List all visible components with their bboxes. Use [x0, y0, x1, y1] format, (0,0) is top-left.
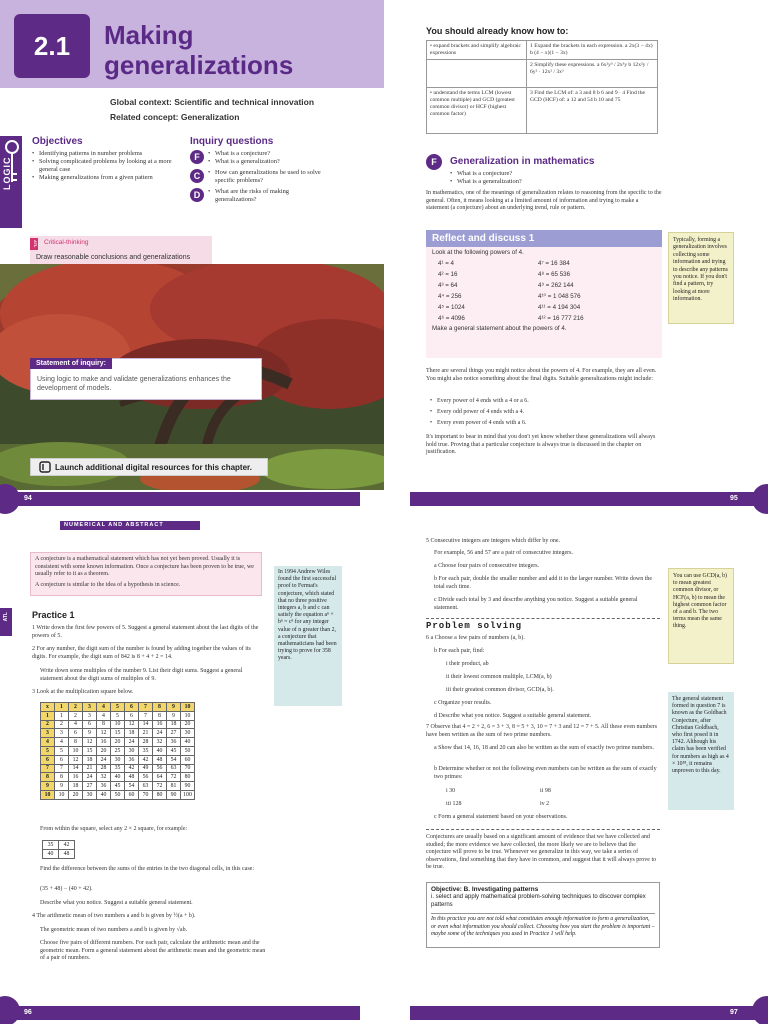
mult-cell: 1 — [55, 711, 69, 720]
mult-cell: 8 — [69, 738, 83, 747]
mult-cell: 50 — [111, 790, 125, 799]
page-95-corner — [752, 484, 768, 514]
mult-row — [41, 738, 195, 747]
mult-cell: 7 — [139, 703, 153, 712]
question-5: 5 Consecutive integers are integers which differ by one. — [426, 538, 561, 544]
mult-cell: 4 — [97, 711, 111, 720]
question-7: 7 Observe that 4 = 2 + 2, 6 = 3 + 3, 8 = 5 + 3, 10 = 7 + 3 and 12 = 7 + 5. All these even numbers have been written as the sum of two prime numbers. — [426, 724, 658, 738]
mult-cell: 56 — [153, 764, 167, 773]
wiles-note: In 1994 Andrew Wiles found the first successful proof to Fermat's conjecture, which stated that no three positive integers a, b and c can satisfy the equation aⁿ + bⁿ = cⁿ for any integer value of n greater than 2, a conjecture that mathematicians had been trying to prove for 358 years. — [274, 566, 342, 706]
mult-cell: 80 — [181, 773, 195, 782]
practice-1-heading: Practice 1 — [32, 610, 75, 620]
question-5-example: For example, 56 and 57 are a pair of consecutive integers. — [434, 550, 573, 556]
skill-cell: • understand the terms LCM (lowest common multiple) and GCD (greatest common divisor) or HCF (highest common factor) — [427, 88, 527, 134]
mult-cell: 70 — [181, 764, 195, 773]
mult-cell: 24 — [83, 773, 97, 782]
describe-instruction: Describe what you notice. Suggest a suitable general statement. — [40, 900, 193, 906]
mult-cell: 7 — [55, 764, 69, 773]
conjecture-paragraph: Conjectures are usually based on a significant amount of evidence that we have collected and studied; the more evidence we have collected, the more likely we are to believe that the conjecture will prove to be true. Whenever we generalize in this way, we take a series of observations, find something that they have in common, and suggest that it will always prove to be true. — [426, 834, 657, 871]
mult-cell: 2 — [41, 720, 55, 729]
mult-row — [41, 790, 195, 799]
mult-cell: 28 — [139, 738, 153, 747]
powers-bullets — [430, 396, 660, 429]
mult-cell: 18 — [125, 729, 139, 738]
mult-row — [41, 746, 195, 755]
ps-divider-end — [426, 829, 660, 830]
mult-cell: 30 — [181, 729, 195, 738]
mult-row — [41, 755, 195, 764]
inquiry-item: • What are the risks of making generalizations? — [208, 188, 318, 204]
assessment-objective-box — [426, 882, 660, 948]
page-number-97: 97 — [730, 1009, 738, 1016]
question-4-geometric: The geometric mean of two numbers a and b is given by √ab. — [40, 927, 188, 933]
mult-row — [41, 729, 195, 738]
question-1: 1 Write down the first few powers of 5. Suggest a general statement about the last digits of the powers of 5. — [32, 625, 259, 639]
mult-cell: 42 — [125, 764, 139, 773]
mult-cell: 16 — [153, 720, 167, 729]
mult-cell: 10 — [181, 703, 195, 712]
mult-cell: 16 — [97, 738, 111, 747]
mult-cell: 16 — [69, 773, 83, 782]
page-97-bar — [410, 1006, 768, 1020]
know-heading: You should already know how to: — [426, 26, 569, 36]
mult-cell: 35 — [139, 746, 153, 755]
power-item: 4¹⁰ = 1 048 576 — [538, 293, 581, 300]
mult-cell: 32 — [153, 738, 167, 747]
mult-cell: 3 — [55, 729, 69, 738]
mult-cell: 24 — [97, 755, 111, 764]
reflect-and-discuss-box — [426, 230, 662, 358]
reflect-intro: Look at the following powers of 4. — [432, 249, 524, 256]
objective-item: • Identifying patterns in number problems — [32, 150, 182, 158]
gen-bullet: • What is a generalization? — [450, 178, 522, 186]
power-item: 4⁴ = 256 — [438, 293, 462, 300]
mult-cell: 72 — [167, 773, 181, 782]
two-by-two-example — [42, 840, 75, 859]
mult-cell: 12 — [97, 729, 111, 738]
mult-cell: 5 — [41, 746, 55, 755]
mult-cell: 8 — [153, 711, 167, 720]
mult-cell: 18 — [167, 720, 181, 729]
mult-cell: 64 — [153, 773, 167, 782]
mult-cell: 30 — [83, 790, 97, 799]
mult-cell: 20 — [69, 790, 83, 799]
mult-cell: 60 — [181, 755, 195, 764]
powers-grid — [426, 258, 662, 324]
mult-cell: 20 — [97, 746, 111, 755]
atl-side-label: ATL — [3, 612, 9, 622]
page-95-bar — [410, 492, 768, 506]
question-2-task: Write down some multiples of the number 9. List their digit sums. Suggest a general statement about the digit sums of multiples of 9. — [40, 668, 243, 682]
gen-bullet: • What is a conjecture? — [450, 170, 522, 178]
question-5c: c Divide each total by 3 and describe anything you notice. Suggest a suitable general statement. — [434, 597, 638, 611]
mult-cell: 9 — [83, 729, 97, 738]
mult-cell: 21 — [139, 729, 153, 738]
mult-cell: 24 — [125, 738, 139, 747]
mult-cell: 8 — [153, 703, 167, 712]
inquiry-item: • What is a generalization? — [208, 158, 280, 166]
mult-cell: 2 — [55, 720, 69, 729]
question-5a: a Choose four pairs of consecutive integers. — [434, 563, 540, 569]
mult-cell: 9 — [55, 782, 69, 791]
mult-cell: 90 — [167, 790, 181, 799]
page-number-96: 96 — [24, 1009, 32, 1016]
reasoning-bar: NUMERICAL AND ABSTRACT REASONING — [60, 521, 200, 530]
powers-bullet: • Every even power of 4 ends with a 6. — [430, 418, 660, 429]
mult-cell: 12 — [125, 720, 139, 729]
mult-cell: 14 — [139, 720, 153, 729]
mult-cell: 28 — [97, 764, 111, 773]
question-6b-iii: iii their greatest common divisor, GCD(a, b). — [446, 687, 554, 693]
power-item: 4¹ = 4 — [438, 260, 454, 267]
difference-instruction: Find the difference between the sums of the entries in the two diagonal cells, in this case: — [40, 866, 254, 872]
mult-cell: 48 — [153, 755, 167, 764]
page-96-corner — [0, 996, 20, 1024]
factual-letter-icon: F — [426, 154, 442, 170]
page-96-bar — [0, 1006, 360, 1020]
question-7b-i: i 30 — [446, 788, 456, 794]
mult-cell: 7 — [139, 711, 153, 720]
question-7b-iv: iv 2 — [540, 801, 550, 807]
mult-cell: 40 — [181, 738, 195, 747]
mult-cell: 60 — [125, 790, 139, 799]
atl-tag: ATL — [30, 238, 38, 250]
generalization-text: In mathematics, one of the meanings of generalization relates to reasoning from the specific to the general. Often, it means looking at a limited amount of information and trying to make a statement (a conjecture) about an underlying trend, rule or pattern. — [426, 190, 662, 212]
question-3: 3 Look at the multiplication square below. — [32, 689, 134, 695]
mult-cell: 36 — [125, 755, 139, 764]
cell: 35 — [43, 841, 59, 850]
cell: 48 — [59, 849, 75, 858]
objectives-list — [32, 150, 182, 182]
mult-cell: 27 — [83, 782, 97, 791]
inquiry-item: • How can generalizations be used to solve specific problems? — [208, 169, 328, 185]
question-6b-i: i their product, ab — [446, 661, 489, 667]
mult-cell: 4 — [55, 738, 69, 747]
generalization-heading: Generalization in mathematics — [450, 156, 595, 167]
reflect-outro: Make a general statement about the powers of 4. — [432, 325, 567, 332]
key-icon — [2, 138, 22, 188]
mult-cell: 27 — [167, 729, 181, 738]
mult-cell: 25 — [111, 746, 125, 755]
mult-cell: 32 — [97, 773, 111, 782]
conceptual-letter-icon: C — [190, 169, 204, 183]
mult-cell: 42 — [139, 755, 153, 764]
atl-text: Draw reasonable conclusions and generalizations — [36, 254, 191, 261]
mult-cell: 35 — [111, 764, 125, 773]
ps-divider — [426, 618, 660, 619]
question-7b-ii: ii 98 — [540, 788, 551, 794]
mult-cell: 12 — [83, 738, 97, 747]
mult-cell: 6 — [125, 711, 139, 720]
mult-cell: 20 — [181, 720, 195, 729]
mult-cell: 54 — [167, 755, 181, 764]
gcd-tip: You can use GCD(a, b) to mean greatest common divisor, or HCF(a, b) to mean the highest common factor of a and b. The two terms mean the same thing. — [668, 568, 734, 664]
problem-solving-heading: Problem solving — [426, 621, 523, 631]
atl-side-tag — [0, 608, 12, 636]
mult-cell: 50 — [181, 746, 195, 755]
mult-cell: 20 — [111, 738, 125, 747]
difference-calculation: (35 + 48) − (40 + 42). — [40, 886, 93, 892]
powers-bullet: • Every power of 4 ends with a 4 or a 6. — [430, 396, 660, 407]
mult-cell: 6 — [41, 755, 55, 764]
mult-cell: 10 — [181, 711, 195, 720]
power-item: 4⁶ = 4096 — [438, 315, 465, 322]
power-item: 4³ = 64 — [438, 282, 458, 289]
mult-cell: 56 — [139, 773, 153, 782]
page-97-corner — [752, 996, 768, 1024]
objectives-section — [32, 136, 182, 182]
inquiry-group-c — [190, 169, 370, 185]
mult-cell: 5 — [111, 711, 125, 720]
mult-cell: 8 — [97, 720, 111, 729]
question-4: 4 The arithmetic mean of two numbers a and b is given by ½(a + b). — [32, 913, 196, 919]
cell: 40 — [43, 849, 59, 858]
mult-cell: 18 — [69, 782, 83, 791]
question-6c: c Organize your results. — [434, 700, 492, 706]
mult-cell: 48 — [125, 773, 139, 782]
debatable-letter-icon: D — [190, 188, 204, 202]
mult-cell: 40 — [153, 746, 167, 755]
power-item: 4¹¹ = 4 194 304 — [538, 304, 581, 311]
conjecture-definition-box — [30, 552, 262, 596]
conjecture-definition: A conjecture is a mathematical statement which has not yet been proved. Usually it is consistent with some known information. Once a conjecture has been proven to be true, we usually refer to it as a theorem. — [35, 556, 254, 578]
powers-right — [538, 258, 584, 324]
mult-cell: 24 — [153, 729, 167, 738]
chapter-number-badge: 2.1 — [14, 14, 90, 78]
mult-cell: 10 — [41, 790, 55, 799]
question-7b-iii: iii 128 — [446, 801, 462, 807]
soi-text: Using logic to make and validate generalizations enhances the development of models. — [37, 376, 231, 392]
mult-row — [41, 703, 195, 712]
launch-digital-resources-link[interactable] — [30, 458, 268, 476]
task-cell: 1 Expand the brackets in each expression. a 2x(3 − 4x) b (4 − x)(1 − 3x) — [527, 41, 658, 60]
mult-cell: 4 — [41, 738, 55, 747]
generalization-bullets — [450, 170, 522, 186]
mult-cell: 14 — [69, 764, 83, 773]
mult-cell: 30 — [125, 746, 139, 755]
mult-cell: 8 — [41, 773, 55, 782]
global-context: Global context: Scientific and technical innovation — [110, 97, 315, 107]
mult-row — [41, 711, 195, 720]
generalization-tip: Typically, forming a generalization involves collecting some information and trying to describe any patterns you notice. If you don't find a pattern, try looking at more information. — [668, 232, 734, 324]
mult-row — [41, 773, 195, 782]
question-5b: b For each pair, double the smaller number and add it to the larger number. Write down the total each time. — [434, 576, 653, 590]
mult-cell: 10 — [55, 790, 69, 799]
prerequisite-table — [426, 40, 658, 134]
objective-line: i. select and apply mathematical problem-solving techniques to discover complex patterns — [431, 894, 646, 908]
logic-label: LOGIC — [2, 156, 12, 190]
atl-skill: Critical-thinking — [44, 239, 89, 246]
inquiry-item: • What is a conjecture? — [208, 150, 280, 158]
question-6b: b For each pair, find: — [434, 648, 485, 654]
mult-cell: 3 — [83, 711, 97, 720]
question-2: 2 For any number, the digit sum of the number is found by adding together the values of its digits. For example, the digit sum of 842 is 8 + 4 + 2 = 14. — [32, 646, 251, 660]
mult-cell: 15 — [111, 729, 125, 738]
mult-cell: 9 — [167, 711, 181, 720]
chapter-title-line1: Making — [104, 20, 194, 50]
mult-cell: 90 — [181, 782, 195, 791]
inquiry-section — [190, 136, 370, 204]
mult-cell: 45 — [111, 782, 125, 791]
task-cell: 3 Find the LCM of: a 3 and 8 b 6 and 9 · 4 Find the GCD (HCF) of: a 12 and 54 b 10 and 75 — [527, 88, 658, 134]
page-94-bar — [0, 492, 360, 506]
mult-cell: 18 — [83, 755, 97, 764]
mult-cell: 7 — [41, 764, 55, 773]
mult-cell: 49 — [139, 764, 153, 773]
mult-cell: 36 — [97, 782, 111, 791]
reflect-heading: Reflect and discuss 1 — [426, 230, 662, 247]
mult-cell: 3 — [83, 703, 97, 712]
caution-paragraph: It's important to bear in mind that you don't yet know whether these generalizations will always hold true. Proving that a particular conjecture is always true is discussed in the chapter on justification. — [426, 434, 656, 456]
mult-cell: 2 — [69, 703, 83, 712]
inquiry-heading: Inquiry questions — [190, 136, 274, 147]
task-cell: 2 Simplify these expressions. a 6x²y³ / 2x³y b 12x²y / 6y² · 12x² / 3x² — [527, 60, 658, 88]
mult-row — [41, 720, 195, 729]
power-item: 4⁷ = 16 384 — [538, 260, 570, 267]
mult-cell: 10 — [69, 746, 83, 755]
inquiry-group-f — [190, 150, 370, 166]
cell: 42 — [59, 841, 75, 850]
mult-cell: 45 — [167, 746, 181, 755]
mult-cell: 80 — [153, 790, 167, 799]
skill-cell — [427, 60, 527, 88]
mult-cell: 21 — [83, 764, 97, 773]
mult-cell: 6 — [69, 729, 83, 738]
multiplication-square — [40, 702, 195, 800]
mult-cell: 12 — [69, 755, 83, 764]
mult-cell: 4 — [69, 720, 83, 729]
objectives-heading: Objectives — [32, 136, 83, 147]
mult-cell: 54 — [125, 782, 139, 791]
chapter-title-line2: generalizations — [104, 50, 294, 80]
mult-cell: 5 — [111, 703, 125, 712]
powers-bullet: • Every odd power of 4 ends with a 4. — [430, 407, 660, 418]
mult-cell: 70 — [139, 790, 153, 799]
question-4-task: Choose five pairs of different numbers. For each pair, calculate the arithmetic mean and the geometric mean. Form a general statement about the arithmetic mean and the geometric mean of a pair of numbers. — [40, 940, 266, 962]
page-number-95: 95 — [730, 495, 738, 502]
mult-cell: 2 — [69, 711, 83, 720]
mult-cell: 1 — [55, 703, 69, 712]
page-number-94: 94 — [24, 495, 32, 502]
power-item: 4⁸ = 65 536 — [538, 271, 571, 278]
question-7a: a Show that 14, 16, 18 and 20 can also be written as the sum of exactly two prime numbers. — [434, 745, 654, 751]
powers-left — [438, 258, 538, 324]
mult-cell: 9 — [167, 703, 181, 712]
power-item: 4² = 16 — [438, 271, 458, 278]
factual-letter-icon: F — [190, 150, 204, 164]
mult-cell: x — [41, 703, 55, 712]
question-7c: c Form a general statement based on your observations. — [434, 814, 568, 820]
objective-note: In this practice you are not told what constitutes enough information to form a generalization, or even what information you should collect. Choosing how you start the problem is important – maybe some of the techniques you used in Practice 1 will help. — [431, 913, 655, 938]
mult-cell: 4 — [97, 703, 111, 712]
question-6b-ii: ii their lowest common multiple, LCM(a, b) — [446, 674, 552, 680]
mult-cell: 63 — [167, 764, 181, 773]
mult-cell: 6 — [125, 703, 139, 712]
mult-cell: 100 — [181, 790, 195, 799]
related-concept: Related concept: Generalization — [110, 112, 240, 122]
mult-cell: 6 — [55, 755, 69, 764]
mult-row — [41, 782, 195, 791]
mult-cell: 5 — [55, 746, 69, 755]
power-item: 4¹² = 16 777 216 — [538, 315, 584, 322]
inquiry-group-d — [190, 188, 370, 204]
mult-cell: 10 — [111, 720, 125, 729]
launch-text: Launch additional digital resources for this chapter. — [55, 462, 252, 472]
mult-cell: 30 — [111, 755, 125, 764]
powers-paragraph: There are several things you might notice about the powers of 4. For example, they are all even. You might also notice something about the final digits. Suitable generalizations might include: — [426, 368, 657, 382]
mult-row — [41, 764, 195, 773]
mult-cell: 40 — [97, 790, 111, 799]
chapter-title — [104, 20, 293, 80]
book-icon — [39, 461, 51, 473]
conjecture-similarity: A conjecture is similar to the idea of a hypothesis in science. — [35, 581, 181, 588]
goldbach-tip: The general statement formed in question 7 is known as the Goldbach Conjecture, after Christian Goldbach, who first posed it in 1742. Although his claim has been verified for numbers as high as 4 × 10¹⁸, it remains unproven to this day. — [668, 692, 734, 810]
question-7b: b Determine whether or not the following even numbers can be written as the sum of exactly two primes: — [434, 766, 657, 780]
mult-cell: 36 — [167, 738, 181, 747]
objective-item: • Making generalizations from a given pattern — [32, 174, 182, 182]
mult-cell: 8 — [55, 773, 69, 782]
select-instruction: From within the square, select any 2 × 2 square, for example: — [40, 826, 188, 832]
power-item: 4⁹ = 262 144 — [538, 282, 574, 289]
soi-heading: Statement of inquiry: — [30, 358, 112, 369]
objective-heading: Objective: B. Investigating patterns — [431, 886, 539, 893]
power-item: 4⁵ = 1024 — [438, 304, 465, 311]
mult-cell: 15 — [83, 746, 97, 755]
mult-cell: 72 — [153, 782, 167, 791]
mult-cell: 6 — [83, 720, 97, 729]
objective-item: • Solving complicated problems by looking at a more general case — [32, 158, 182, 174]
question-6a: 6 a Choose a few pairs of numbers (a, b). — [426, 635, 525, 641]
mult-cell: 81 — [167, 782, 181, 791]
skill-cell: • expand brackets and simplify algebraic expressions — [427, 41, 527, 60]
mult-cell: 9 — [41, 782, 55, 791]
mult-cell: 40 — [111, 773, 125, 782]
mult-cell: 3 — [41, 729, 55, 738]
mult-cell: 1 — [41, 711, 55, 720]
question-6d: d Describe what you notice. Suggest a suitable general statement. — [434, 713, 592, 719]
mult-cell: 63 — [139, 782, 153, 791]
